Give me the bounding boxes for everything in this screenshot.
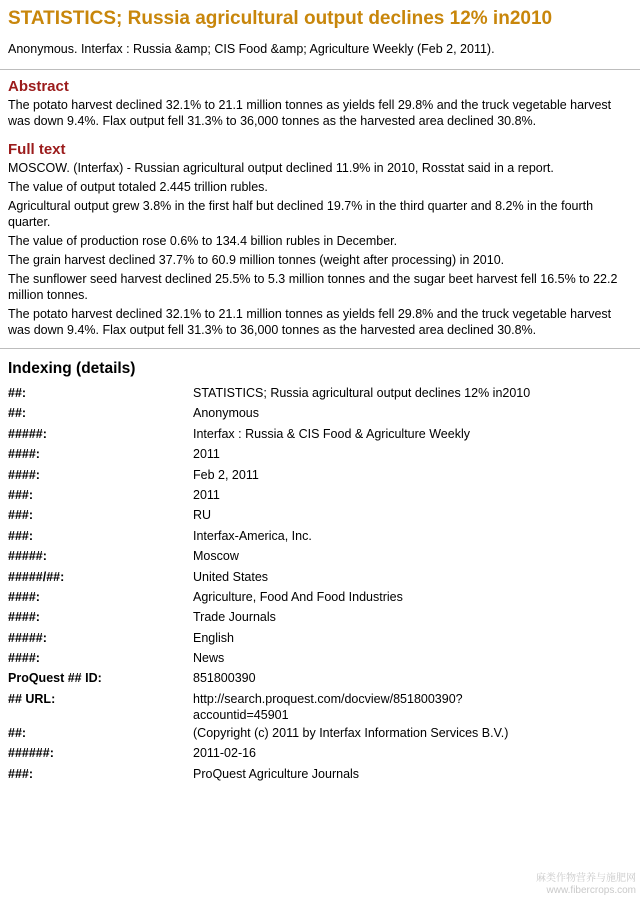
indexing-value: 2011 <box>193 447 220 462</box>
indexing-label: ####: <box>8 467 40 482</box>
indexing-value: Moscow <box>193 549 239 564</box>
watermark-line: www.fibercrops.com <box>546 885 636 896</box>
article-title: STATISTICS; Russia agricultural output declines 12% in2010 <box>8 8 553 29</box>
indexing-label: ProQuest ## ID: <box>8 671 102 686</box>
indexing-row <box>8 650 623 670</box>
indexing-label: ####: <box>8 589 40 604</box>
watermark-line: 麻类作物营养与施肥网 <box>536 873 636 884</box>
full-text-section <box>8 141 632 338</box>
indexing-label: ###: <box>8 528 34 543</box>
full-text-paragraph: The value of production rose 0.6% to 134.4 billion rubles in December. <box>8 234 398 248</box>
indexing-value: (Copyright (c) 2011 by Interfax Information Services B.V.) <box>193 725 509 740</box>
indexing-label: ####: <box>8 610 40 625</box>
indexing-value: Interfax-America, Inc. <box>193 528 312 543</box>
abstract-text: The potato harvest declined 32.1% to 21.1 million tonnes as yields fell 29.8% and the truck vegetable harvest was down 9.4%. Flax output fell 31.3% to 36,000 tonnes as the harvested area declined 30.8%. <box>8 98 612 128</box>
indexing-row <box>8 609 623 629</box>
full-text-heading: Full text <box>8 141 66 158</box>
indexing-row <box>8 528 623 548</box>
indexing-label: ##: <box>8 386 27 400</box>
indexing-value: 2011-02-16 <box>193 746 257 761</box>
indexing-label: ## URL: <box>8 691 56 706</box>
indexing-value: Feb 2, 2011 <box>193 467 259 482</box>
full-text-paragraph: The grain harvest declined 37.7% to 60.9 million tonnes (weight after processing) in 2010. <box>8 253 505 267</box>
full-text-paragraph: The value of output totaled 2.445 trillion rubles. <box>8 180 268 194</box>
full-text-paragraph: The potato harvest declined 32.1% to 21.1 million tonnes as yields fell 29.8% and the truck vegetable harvest was down 9.4%. Flax output fell 31.3% to 36,000 tonnes as the harvested area declined 30.8%. <box>8 307 612 337</box>
indexing-row <box>8 507 623 527</box>
indexing-label: ###: <box>8 766 34 781</box>
indexing-label: ###: <box>8 487 34 502</box>
abstract-section <box>8 78 632 129</box>
indexing-label: #####: <box>8 549 47 564</box>
indexing-value: ProQuest Agriculture Journals <box>193 766 360 781</box>
indexing-row <box>8 405 623 425</box>
indexing-label: #####: <box>8 426 47 441</box>
divider <box>0 69 640 70</box>
indexing-label: ######: <box>8 746 54 761</box>
indexing-label: ####: <box>8 447 40 462</box>
citation: Anonymous. Interfax : Russia &amp; CIS Food &amp; Agriculture Weekly (Feb 2, 2011). <box>8 42 495 56</box>
indexing-value: Trade Journals <box>193 610 276 625</box>
full-text-paragraph: The sunflower seed harvest declined 25.5% to 5.3 million tonnes and the sugar beet harvest fell 16.5% to 22.2 million tonnes. <box>8 272 618 302</box>
indexing-value: 2011 <box>193 487 220 502</box>
indexing-label: ####: <box>8 651 40 666</box>
indexing-value: Interfax : Russia & CIS Food & Agriculture Weekly <box>193 426 470 441</box>
indexing-value: STATISTICS; Russia agricultural output declines 12% in2010 <box>193 386 531 400</box>
indexing-table <box>8 385 623 786</box>
indexing-row <box>8 548 623 568</box>
indexing-row <box>8 589 623 609</box>
indexing-row <box>8 385 623 405</box>
indexing-row <box>8 766 623 786</box>
indexing-value: United States <box>193 569 269 584</box>
indexing-label: ###: <box>8 508 34 523</box>
indexing-row <box>8 446 623 466</box>
indexing-row <box>8 487 623 507</box>
indexing-row <box>8 569 623 589</box>
abstract-heading: Abstract <box>8 78 69 95</box>
indexing-row <box>8 426 623 446</box>
watermark <box>536 873 636 897</box>
indexing-label: #####: <box>8 630 47 645</box>
indexing-label: ##: <box>8 725 27 740</box>
indexing-value: Agriculture, Food And Food Industries <box>193 589 403 604</box>
indexing-row <box>8 691 623 725</box>
indexing-row <box>8 467 623 487</box>
indexing-label: #####/##: <box>8 569 65 584</box>
indexing-row <box>8 630 623 650</box>
full-text-paragraph: MOSCOW. (Interfax) - Russian agricultural output declined 11.9% in 2010, Rosstat said in a report. <box>8 161 554 175</box>
indexing-value: http://search.proquest.com/docview/851800390? accountid=45901 <box>193 691 463 722</box>
divider <box>0 348 640 349</box>
indexing-value: Anonymous <box>193 406 260 421</box>
indexing-row <box>8 725 623 745</box>
full-text-paragraph: Agricultural output grew 3.8% in the first half but declined 19.7% in the third quarter and 8.2% in the fourth quarter. <box>8 199 594 229</box>
indexing-value: 851800390 <box>193 671 256 686</box>
indexing-row <box>8 670 623 690</box>
indexing-value: News <box>193 651 225 666</box>
indexing-value: English <box>193 630 234 645</box>
indexing-label: ##: <box>8 406 27 421</box>
indexing-heading: Indexing (details) <box>8 360 136 377</box>
indexing-value: RU <box>193 508 212 523</box>
indexing-row <box>8 745 623 765</box>
